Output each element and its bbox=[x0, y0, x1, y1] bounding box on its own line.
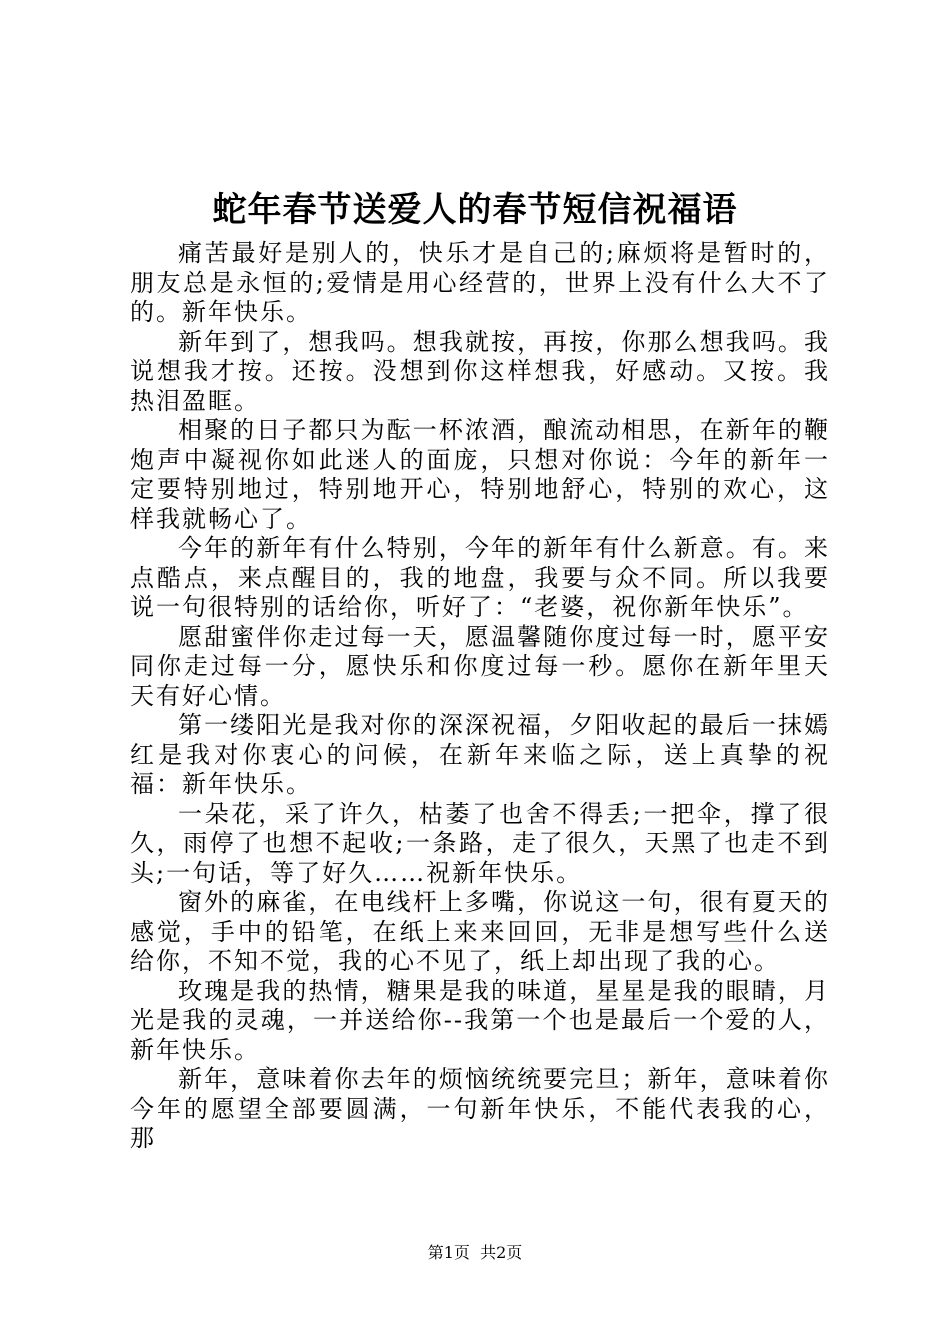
paragraph: 新年到了，想我吗。想我就按，再按，你那么想我吗。我说想我才按。还按。没想到你这样想我，好感动。又按。我热泪盈眶。 bbox=[130, 327, 830, 415]
page-number-current: 第1页 bbox=[427, 1243, 470, 1262]
paragraph: 第一缕阳光是我对你的深深祝福，夕阳收起的最后一抹嫣红是我对你衷心的问候，在新年来临之际，送上真挚的祝福：新年快乐。 bbox=[130, 711, 830, 798]
paragraph: 玫瑰是我的热情，糖果是我的味道，星星是我的眼睛，月光是我的灵魂，一并送给你--我第一个也是最后一个爱的人，新年快乐。 bbox=[130, 976, 830, 1064]
paragraph: 相聚的日子都只为酝一杯浓酒，酿流动相思，在新年的鞭炮声中凝视你如此迷人的面庞，只想对你说：今年的新年一定要特别地过，特别地开心，特别地舒心，特别的欢心，这样我就畅心了。 bbox=[130, 416, 830, 533]
paragraph: 今年的新年有什么特别，今年的新年有什么新意。有。来点酷点，来点醒目的，我的地盘，我要与众不同。所以我要说一句很特别的话给你，听好了：“老婆，祝你新年快乐”。 bbox=[130, 534, 830, 621]
footer-spacer bbox=[470, 1243, 480, 1262]
document-title: 蛇年春节送爱人的春节短信祝福语 bbox=[212, 190, 738, 230]
page-number-total: 共2页 bbox=[480, 1243, 523, 1262]
paragraph: 愿甜蜜伴你走过每一天，愿温馨随你度过每一时，愿平安同你走过每一分，愿快乐和你度过每一秒。愿你在新年里天天有好心情。 bbox=[130, 622, 830, 710]
paragraph: 新年，意味着你去年的烦恼统统要完旦；新年，意味着你今年的愿望全部要圆满，一句新年快乐，不能代表我的心，那 bbox=[130, 1065, 830, 1152]
page-footer bbox=[0, 1241, 950, 1265]
paragraph: 窗外的麻雀，在电线杆上多嘴，你说这一句，很有夏天的感觉，手中的铅笔，在纸上来来回回，无非是想写些什么送给你，不知不觉，我的心不见了，纸上却出现了我的心。 bbox=[130, 888, 830, 975]
paragraph: 一朵花，采了许久，枯萎了也舍不得丢;一把伞，撑了很久，雨停了也想不起收;一条路，走了很久，天黑了也走不到头;一句话，等了好久……祝新年快乐。 bbox=[130, 799, 830, 887]
document-body bbox=[130, 239, 830, 1154]
paragraph: 痛苦最好是别人的，快乐才是自己的;麻烦将是暂时的，朋友总是永恒的;爱情是用心经营的，世界上没有什么大不了的。新年快乐。 bbox=[130, 239, 830, 326]
